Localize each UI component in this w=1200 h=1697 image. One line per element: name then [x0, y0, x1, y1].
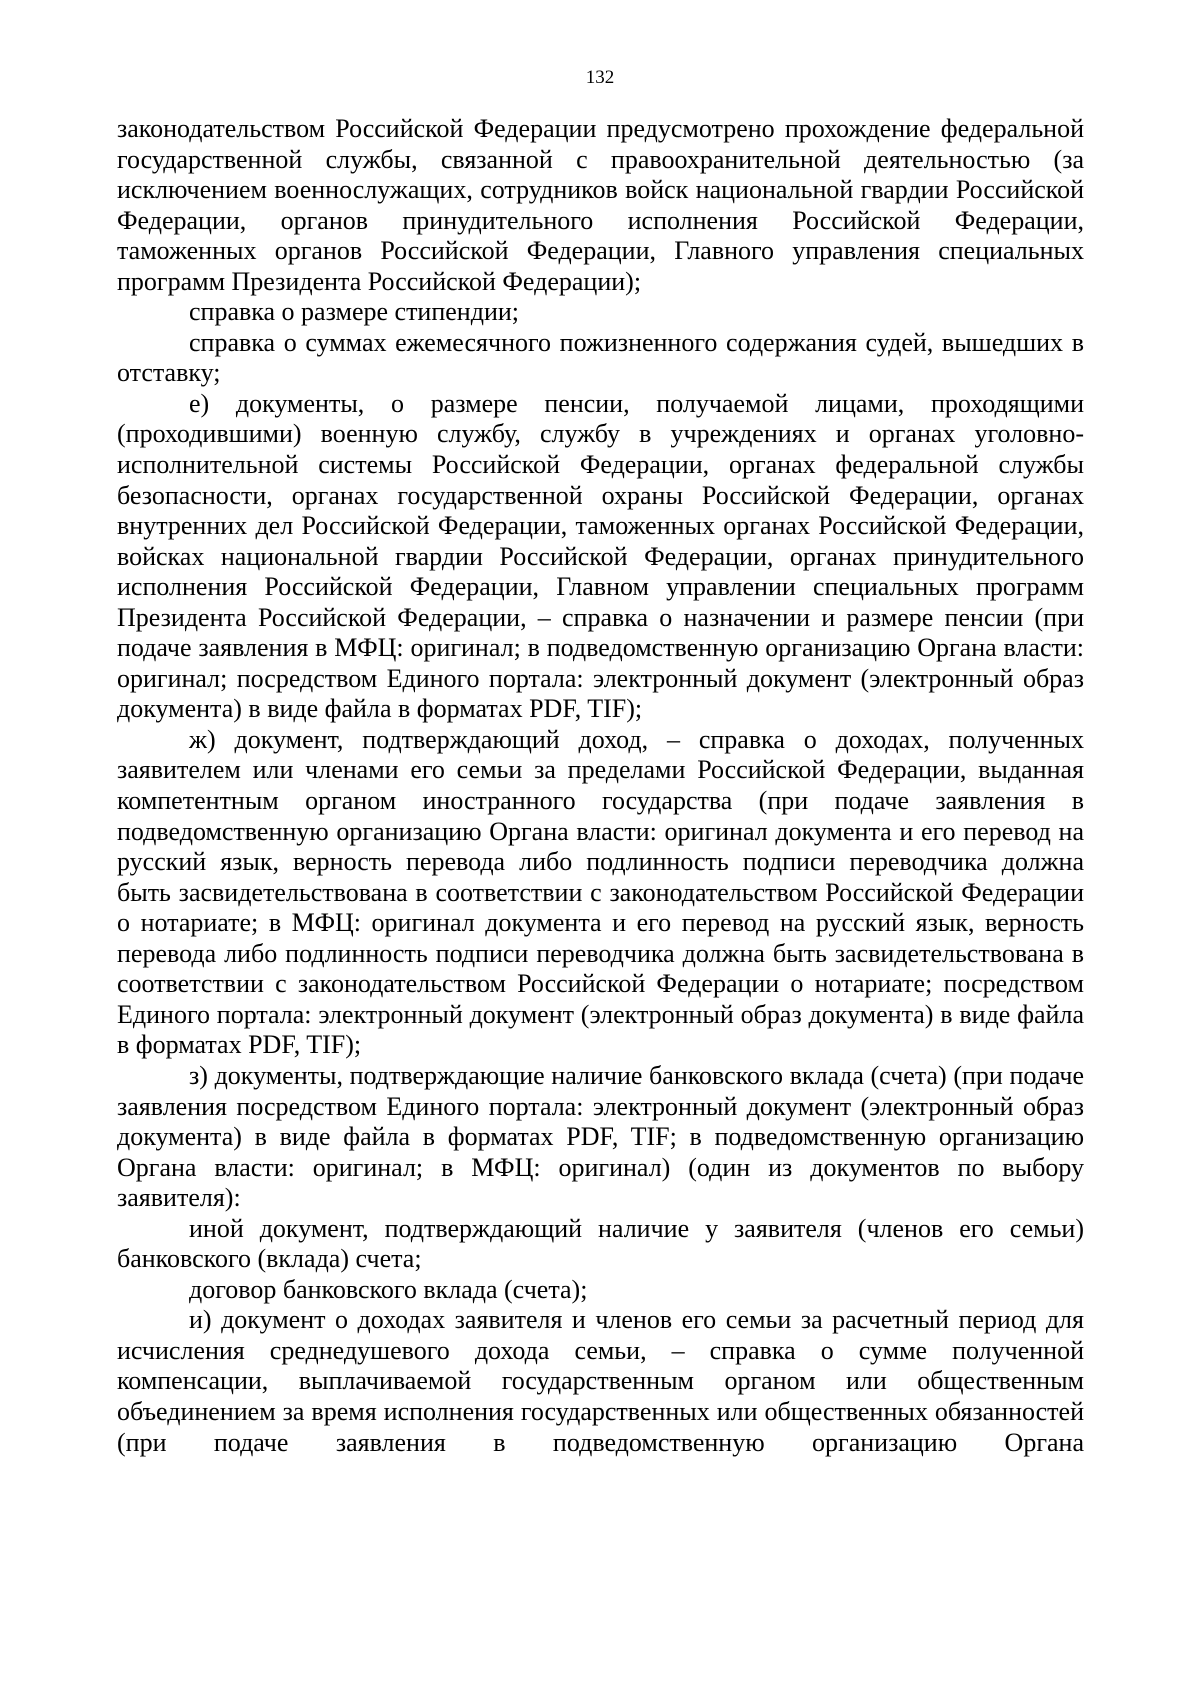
paragraph: договор банковского вклада (счета);: [189, 1274, 588, 1304]
paragraph: е) документы, о размере пенсии, получаемой лицами, проходящими (проходившими) военную службу, службу в учреждениях и органах уголовно-исполнительной системы Российской Федерации, органах федеральной службы безопасности, органах государственной охраны Российской Федерации, органах внутренних дел Российской Федерации, таможенных органах Российской Федерации, войсках национальной гвардии Российской Федерации, органах принудительного исполнения Российской Федерации, Главном управлении специальных программ Президента Российской Федерации, – справка о назначении и размере пенсии (при подаче заявления в МФЦ: оригинал; в подведомственную организацию Органа власти: оригинал; посредством Единого портала: электронный документ (электронный образ документа) в виде файла в форматах PDF, TIF);: [117, 388, 1084, 724]
paragraph: справка о суммах ежемесячного пожизненного содержания судей, вышедших в отставку;: [117, 327, 1084, 388]
page-number: 132: [585, 67, 615, 88]
paragraph: ж) документ, подтверждающий доход, – справка о доходах, полученных заявителем или членами его семьи за пределами Российской Федерации, выданная компетентным органом иностранного государства (при подаче заявления в подведомственную организацию Органа власти: оригинал документа и его перевод на русский язык, верность перевода либо подлинность подписи переводчика должна быть засвидетельствована в соответствии с законодательством Российской Федерации о нотариате; в МФЦ: оригинал документа и его перевод на русский язык, верность перевода либо подлинность подписи переводчика должна быть засвидетельствована в соответствии с законодательством Российской Федерации о нотариате; посредством Единого портала: электронный документ (электронный образ документа) в виде файла в форматах PDF, TIF);: [117, 724, 1084, 1060]
paragraph: законодательством Российской Федерации предусмотрено прохождение федеральной государственной службы, связанной с правоохранительной деятельностью (за исключением военнослужащих, сотрудников войск национальной гвардии Российской Федерации, органов принудительного исполнения Российской Федерации, таможенных органов Российской Федерации, Главного управления специальных программ Президента Российской Федерации);: [117, 114, 1084, 296]
paragraph: справка о размере стипендии;: [189, 297, 519, 327]
paragraph: з) документы, подтверждающие наличие банковского вклада (счета) (при подаче заявления посредством Единого портала: электронный документ (электронный образ документа) в виде файла в форматах PDF, TIF; в подведомственную организацию Органа власти: оригинал; в МФЦ: оригинал) (один из документов по выбору заявителя):: [117, 1060, 1084, 1213]
paragraph: иной документ, подтверждающий наличие у заявителя (членов его семьи) банковского (вклада) счета;: [117, 1213, 1084, 1274]
paragraph: и) документ о доходах заявителя и членов его семьи за расчетный период для исчисления среднедушевого дохода семьи, – справка о сумме полученной компенсации, выплачиваемой государственным органом или общественным объединением за время исполнения государственных или общественных обязанностей (при подаче заявления в подведомственную организацию Органа: [117, 1305, 1084, 1457]
document-body: [117, 114, 1084, 1458]
